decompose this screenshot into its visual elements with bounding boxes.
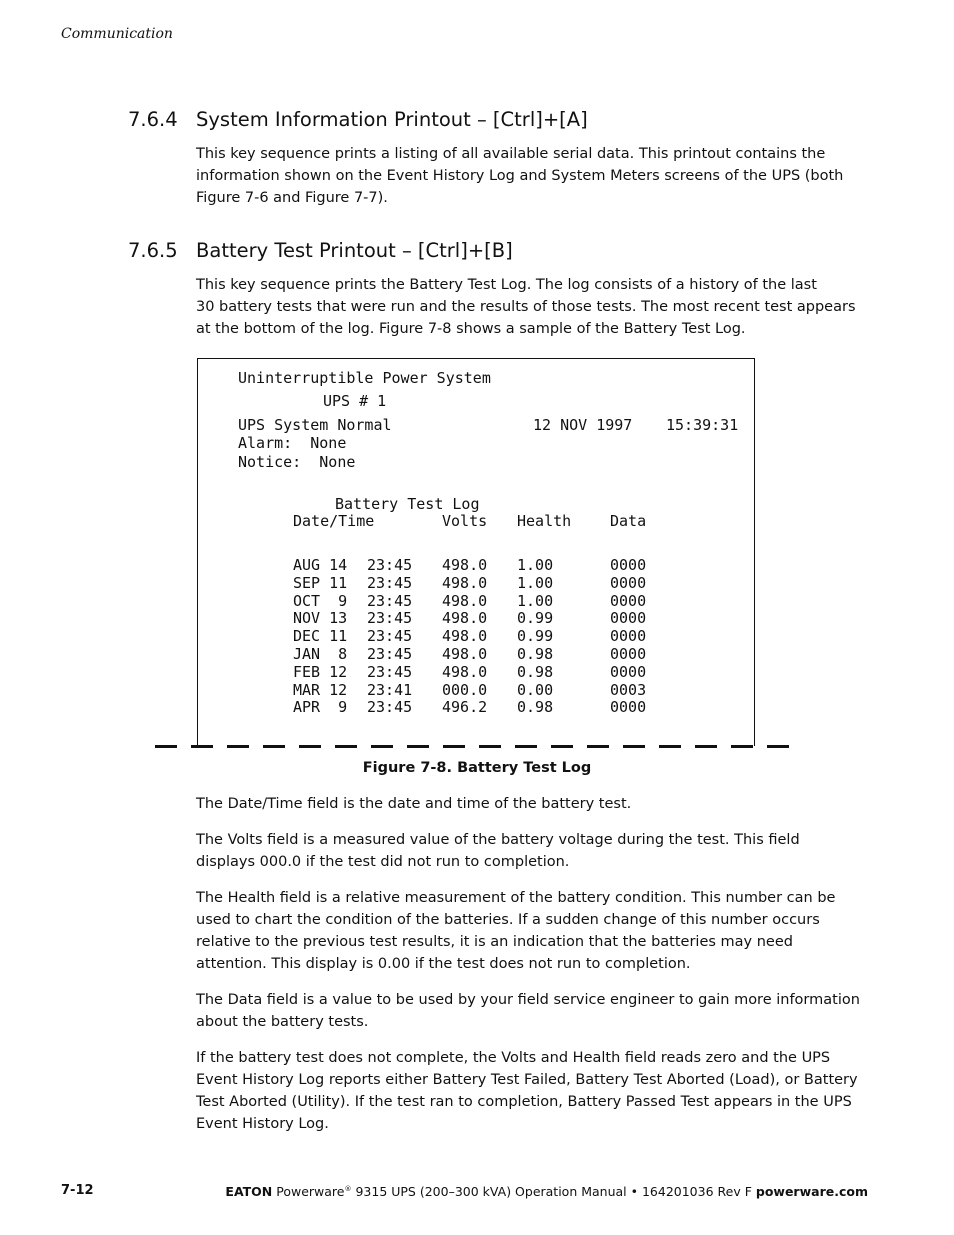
row-data: 0000: [610, 698, 647, 717]
section-heading-7-6-4: [128, 108, 588, 131]
row-volts: 498.0: [442, 662, 488, 681]
row-health: 1.00: [517, 591, 554, 610]
row-health: 0.00: [517, 680, 554, 699]
body-line: displays 000.0 if the test did not run to completion.: [196, 854, 570, 870]
row-health: 0.98: [517, 662, 554, 681]
body-line: about the battery tests.: [196, 1014, 369, 1030]
footer-product: Powerware: [276, 1184, 345, 1199]
row-time: 23:45: [367, 609, 413, 628]
footer-manual-info: [225, 1184, 868, 1199]
row-volts: 498.0: [442, 609, 488, 628]
row-date: OCT 9: [293, 591, 348, 610]
body-line: attention. This display is 0.00 if the test does not run to completion.: [196, 956, 691, 972]
row-health: 0.99: [517, 609, 554, 628]
printout-system-name: Uninterruptible Power System: [238, 369, 491, 387]
row-time: 23:45: [367, 645, 413, 663]
section-number: 7.6.4: [128, 108, 178, 131]
figure-caption-text: Figure 7-8. Battery Test Log: [362, 760, 592, 776]
row-health: 1.00: [517, 556, 554, 574]
body-line: The Health field is a relative measurement of the battery condition. This number can be: [196, 890, 836, 906]
running-header: Communication: [61, 26, 173, 42]
body-line: This key sequence prints a listing of all available serial data. This printout contains the: [196, 146, 826, 162]
footer-website: powerware.com: [755, 1184, 868, 1199]
column-header-health: Health: [517, 512, 572, 530]
body-line: used to chart the condition of the batteries. If a sudden change of this number occurs: [196, 912, 820, 928]
body-line: Figure 7-6 and Figure 7-7).: [196, 190, 388, 206]
row-volts: 498.0: [442, 645, 488, 663]
body-line: Event History Log.: [196, 1116, 329, 1132]
figure-caption: [0, 760, 954, 776]
row-time: 23:45: [367, 556, 413, 574]
row-date: FEB 12: [293, 662, 348, 681]
section-number: 7.6.5: [128, 239, 178, 262]
printout-log-title: Battery Test Log: [335, 495, 480, 513]
row-health: 0.99: [517, 627, 554, 646]
column-header-datetime: Date/Time: [293, 512, 375, 530]
row-date: DEC 11: [293, 627, 348, 646]
printout-notice: Notice: None: [238, 453, 356, 471]
row-time: 23:45: [367, 573, 413, 592]
row-date: APR 9: [293, 698, 348, 717]
page-number: 7-12: [61, 1183, 94, 1198]
body-line: information shown on the Event History Log and System Meters screens of the UPS (both: [196, 168, 844, 184]
column-header-volts: Volts: [442, 512, 488, 530]
body-line: This key sequence prints the Battery Test Log. The log consists of a history of the last: [196, 277, 817, 293]
row-data: 0000: [610, 591, 647, 610]
row-health: 0.98: [517, 645, 554, 663]
footer-manual-title: 9315 UPS (200–300 kVA) Operation Manual • 164201036 Rev F: [351, 1184, 756, 1199]
body-line: The Volts field is a measured value of the battery voltage during the test. This field: [196, 832, 800, 848]
section-title: System Information Printout – [Ctrl]+[A]: [196, 108, 588, 131]
row-data: 0000: [610, 573, 647, 592]
body-line: at the bottom of the log. Figure 7-8 shows a sample of the Battery Test Log.: [196, 321, 746, 337]
row-volts: 496.2: [442, 698, 488, 717]
explanation-paragraph: [196, 989, 860, 1033]
row-volts: 498.0: [442, 627, 488, 646]
section-heading-7-6-5: [128, 239, 513, 262]
registered-mark: ®: [344, 1184, 352, 1193]
printout-status: UPS System Normal: [238, 416, 392, 434]
row-time: 23:41: [367, 680, 413, 699]
body-line: If the battery test does not complete, the Volts and Health field reads zero and the UPS: [196, 1050, 831, 1066]
torn-paper-edge: [155, 745, 798, 748]
explanation-paragraph: [196, 1047, 858, 1135]
row-data: 0000: [610, 662, 647, 681]
row-volts: 000.0: [442, 680, 488, 699]
row-time: 23:45: [367, 591, 413, 610]
column-header-data: Data: [610, 512, 647, 530]
body-line: Event History Log reports either Battery Test Failed, Battery Test Aborted (Load), or Battery: [196, 1072, 858, 1088]
row-health: 1.00: [517, 573, 554, 592]
section-7-6-5-body: [196, 274, 856, 340]
row-time: 23:45: [367, 627, 413, 646]
body-line: 30 battery tests that were run and the results of those tests. The most recent test appears: [196, 299, 856, 315]
row-date: SEP 11: [293, 573, 348, 592]
row-volts: 498.0: [442, 591, 488, 610]
row-time: 23:45: [367, 662, 413, 681]
row-data: 0000: [610, 627, 647, 646]
row-date: AUG 14: [293, 556, 348, 574]
section-title: Battery Test Printout – [Ctrl]+[B]: [196, 239, 513, 262]
section-7-6-4-body: [196, 143, 846, 209]
row-data: 0000: [610, 556, 647, 574]
explanation-paragraph: [196, 887, 846, 975]
row-data: 0000: [610, 645, 647, 663]
body-line: Test Aborted (Utility). If the test ran to completion, Battery Passed Test appears in the UPS: [196, 1094, 852, 1110]
row-data: 0003: [610, 680, 647, 699]
row-health: 0.98: [517, 698, 554, 717]
printout-date: 12 NOV 1997: [533, 416, 633, 434]
explanation-paragraph: [196, 793, 846, 815]
printout-ups-id: UPS # 1: [323, 392, 387, 410]
row-date: MAR 12: [293, 680, 348, 699]
explanation-paragraph: [196, 829, 846, 873]
row-time: 23:45: [367, 698, 413, 717]
row-date: NOV 13: [293, 609, 348, 628]
row-volts: 498.0: [442, 573, 488, 592]
footer-brand: EATON: [225, 1184, 273, 1199]
body-line: The Date/Time field is the date and time of the battery test.: [196, 796, 632, 812]
printout-time: 15:39:31: [666, 416, 739, 434]
row-volts: 498.0: [442, 556, 488, 574]
row-date: JAN 8: [293, 645, 348, 663]
body-line: The Data field is a value to be used by your field service engineer to gain more information: [196, 992, 860, 1008]
row-data: 0000: [610, 609, 647, 628]
battery-test-log-printout: [197, 358, 755, 746]
printout-alarm: Alarm: None: [238, 434, 347, 452]
body-line: relative to the previous test results, it is an indication that the batteries may need: [196, 934, 793, 950]
